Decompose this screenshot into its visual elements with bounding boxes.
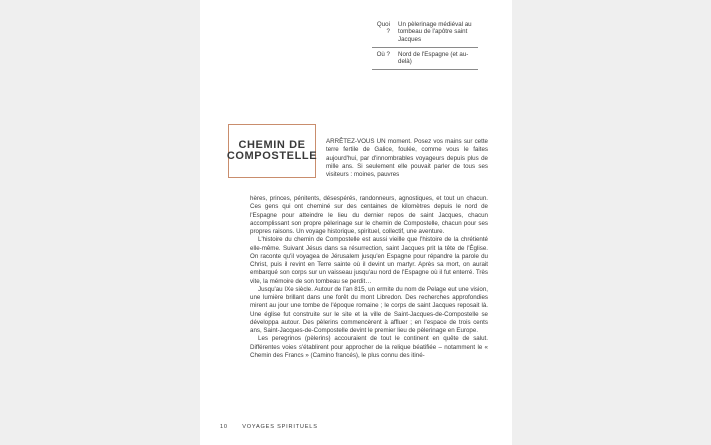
info-value: Un pèlerinage médiéval au tombeau de l'apôtre saint Jacques (398, 21, 472, 43)
info-label: Où ? (376, 50, 390, 58)
page-number: 10 (220, 424, 228, 430)
info-table (372, 18, 478, 70)
paragraph: L'histoire du chemin de Compostelle est aussi vieille que l'histoire de la chrétienté elle-même. Suivant Jésus dans sa résurrection, saint Jacques prit la tête de l'Église. On raconte qu'il voyagea de Jérusalem jusqu'en Espagne pour répandre la parole du Christ, puis il revint en Terre sainte où il devint un martyr. Après sa mort, on aurait embarqué son corps sur un vaisseau jusqu'au nord de l'Espagne où il fut enterré. Très vite, la mémoire de son tombeau se perdit… (250, 236, 488, 285)
chapter-title (227, 140, 317, 163)
info-row-what (372, 18, 478, 48)
chapter-title-line: COMPOSTELLE (226, 150, 318, 162)
lead-paragraph (326, 138, 488, 179)
paragraph: hères, princes, pénitents, désespérés, randonneurs, agnostiques, et tout un chacun. Ces gens qui ont cheminé sur des centaines de kilomètres depuis le nord de l'Espagne pour atteindre le lieu du dernier repos de saint Jacques, chacun accomplissant son propre pèlerinage sur le chemin de Compostelle, chacun pour ses propres raisons. Un voyage historique, spirituel, collectif, une aventure. (250, 195, 488, 235)
info-label: Quoi ? (376, 21, 390, 36)
page-footer (220, 424, 318, 430)
chapter-title-box (228, 124, 316, 178)
paragraph: Jusqu'au IXe siècle. Autour de l'an 815, un ermite du nom de Pelage eut une vision, une lumière brillant dans une forêt du mont Libredon. Des recherches approfondies mirent au jour une tombe de l'époque romaine ; le corps de saint Jacques reposait là. Une église fut construite sur le site et la ville de Saint-Jacques-de-Compostelle se développa autour. Des pèlerins commencèrent à affluer ; en l'espace de trois cents ans, Saint-Jacques-de-Compostelle devint le premier lieu de pèlerinage en Europe. (250, 285, 488, 334)
paragraph: Les peregrinos (pèlerins) accouraient de tout le continent en quête de salut. Différentes voies s'établirent pour approcher de la relique béatifiée – notamment le « Chemin des Francs » (Camino francés), le plus connu des itiné- (250, 335, 488, 359)
section-name: VOYAGES SPIRITUELS (242, 424, 318, 430)
lead-text: ARRÊTEZ-VOUS UN moment. Posez vos mains sur cette terre fertile de Galice, foulée, comme vous le faites aujourd'hui, par d'innombrables voyageurs depuis plus de mille ans. Si seulement elle pouvait parler de tous ses visiteurs : moines, pauvres (326, 138, 488, 178)
info-row-where (372, 48, 478, 71)
chapter-title-line: CHEMIN DE (238, 138, 306, 151)
body-paragraphs (250, 195, 488, 360)
info-value: Nord de l'Espagne (et au-delà) (398, 50, 469, 66)
